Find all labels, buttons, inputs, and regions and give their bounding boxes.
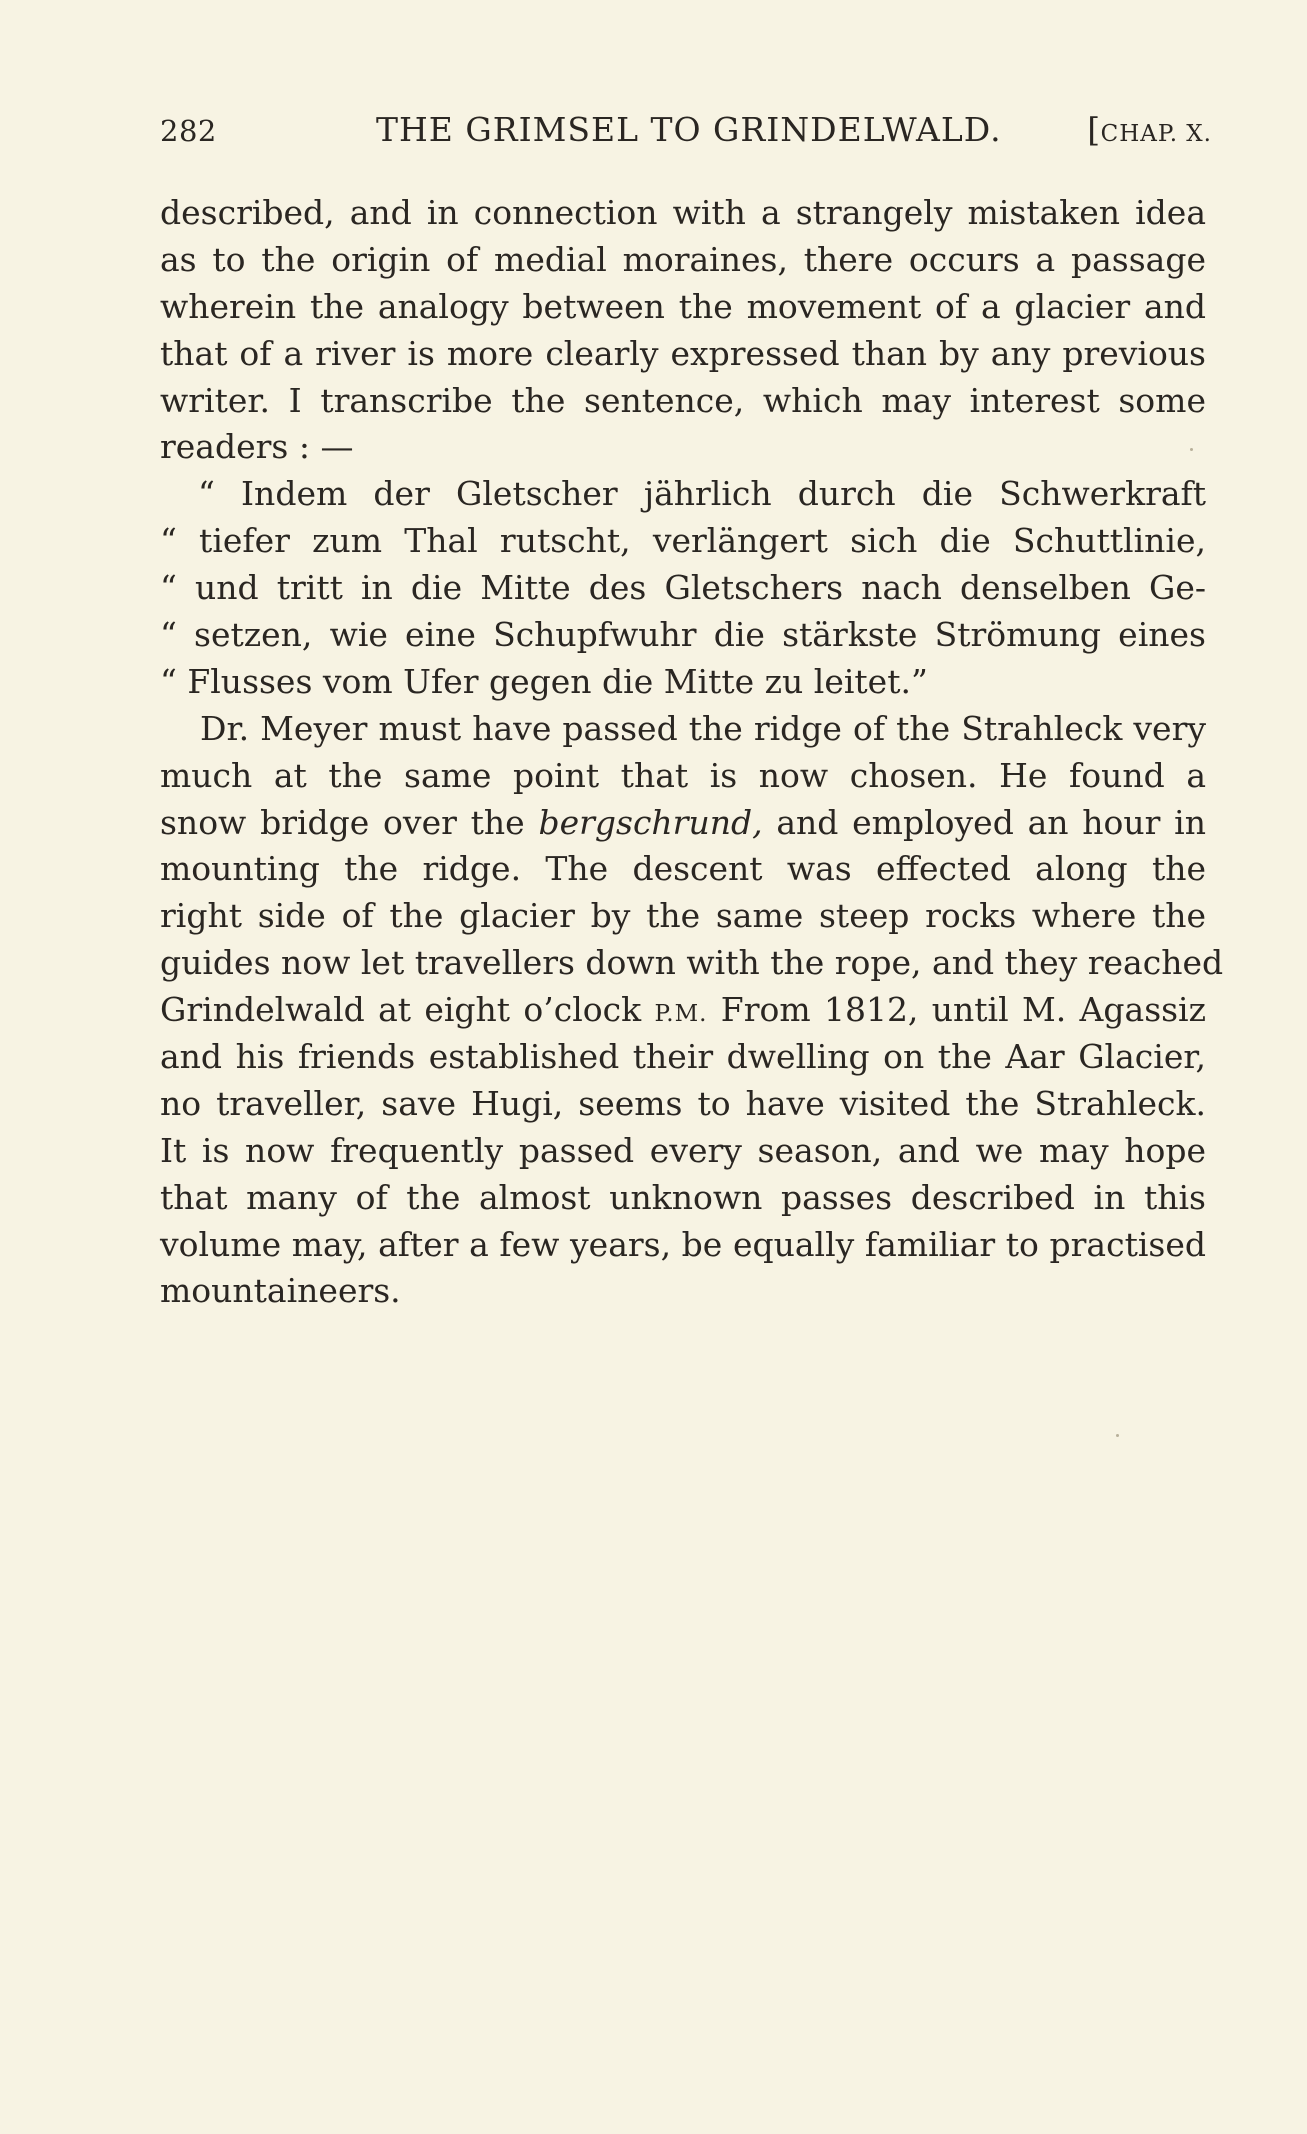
text-line: wherein the analogy between the movement of a glacier and [160, 286, 1206, 326]
text-line: that of a river is more clearly expressed than by any previous [160, 333, 1206, 373]
running-title: THE GRIMSEL TO GRINDELWALD. [376, 110, 1002, 149]
quote-line: “ tiefer zum Thal rutscht, verlängert sich die Schuttlinie, [160, 521, 1206, 561]
chapter-reference [1087, 110, 1212, 149]
page-number: 282 [160, 114, 217, 148]
quote-line: “ Flusses vom Ufer gegen die Mitte zu leitet.” [160, 661, 928, 701]
text-line: much at the same point that is now chosen. He found a [160, 755, 1206, 795]
running-header [160, 110, 1212, 156]
text-run: From 1812, until M. Agassiz [707, 990, 1207, 1030]
text-line: and his friends established their dwelling on the Aar Glacier, [160, 1037, 1206, 1077]
quote-line: “ Indem der Gletscher jährlich durch die Schwerkraft [198, 474, 1206, 514]
body-text [160, 190, 1224, 1315]
text-line: It is now frequently passed every season, and we may hope [160, 1130, 1206, 1170]
text-run: and employed an hour in [762, 802, 1206, 842]
text-line: guides now let travellers down with the rope, and they reached [160, 943, 1224, 983]
text-line [160, 800, 1206, 847]
text-line: volume may, after a few years, be equally familiar to practised [160, 1224, 1206, 1264]
text-line: no traveller, save Hugi, seems to have visited the Strahleck. [160, 1083, 1206, 1123]
text-line: readers : — [160, 427, 354, 467]
text-line [160, 987, 1206, 1034]
small-caps-time: P.M. [654, 1001, 708, 1028]
text-line: writer. I transcribe the sentence, which may interest some [160, 380, 1206, 420]
text-line: right side of the glacier by the same steep rocks where the [160, 896, 1206, 936]
text-run: snow bridge over the [160, 802, 539, 842]
text-line: as to the origin of medial moraines, there occurs a passage [160, 239, 1206, 279]
italic-term: bergschrund, [538, 802, 763, 842]
chapter-label: CHAP. X. [1100, 121, 1212, 147]
text-line: that many of the almost unknown passes described in this [160, 1177, 1206, 1217]
chapter-bracket: [ [1087, 110, 1101, 149]
text-line: described, and in connection with a strangely mistaken idea [160, 193, 1206, 232]
paper-speck [1190, 448, 1193, 451]
text-run: Grindelwald at eight o’clock [160, 990, 655, 1030]
text-line: mountaineers. [160, 1271, 401, 1311]
quote-line: “ setzen, wie eine Schupfwuhr die stärkste Strömung eines [160, 615, 1206, 655]
paper-speck [1116, 1434, 1119, 1437]
text-line: Dr. Meyer must have passed the ridge of the Strahleck very [200, 708, 1206, 748]
quote-line: “ und tritt in die Mitte des Gletschers nach denselben Ge- [160, 568, 1206, 608]
text-line: mounting the ridge. The descent was effected along the [160, 849, 1206, 889]
